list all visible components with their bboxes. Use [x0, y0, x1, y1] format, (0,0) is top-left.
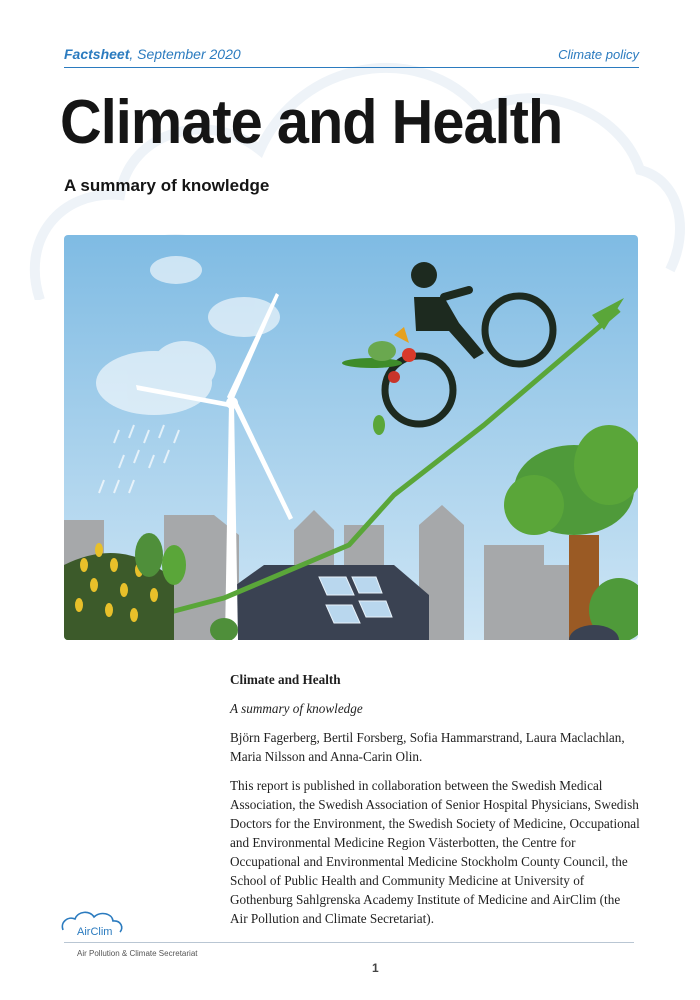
hero-illustration — [64, 235, 638, 640]
airclim-logo-text: AirClim — [77, 926, 113, 938]
header-divider — [64, 67, 639, 68]
abstract-title: Climate and Health — [230, 672, 341, 687]
author-list: Björn Fagerberg, Bertil Forsberg, Sofia Hammarstrand, Laura Maclachlan, Maria Nilsson and Anna-Carin Olin. — [230, 730, 625, 764]
header-doc-info — [64, 46, 241, 62]
doc-type-label: Factsheet — [64, 46, 130, 62]
doc-category-label: Climate policy — [558, 47, 639, 62]
page-number: 1 — [372, 961, 379, 975]
footer-org-name: Air Pollution & Climate Secretariat — [77, 949, 198, 958]
footer-divider — [64, 942, 634, 943]
doc-date-label: , September 2020 — [129, 46, 241, 62]
document-abstract — [230, 670, 640, 928]
abstract-subtitle: A summary of knowledge — [230, 701, 363, 716]
page-subtitle: A summary of knowledge — [64, 176, 270, 195]
page-title: Climate and Health — [60, 88, 563, 157]
page-header — [64, 44, 639, 68]
illustration-icon — [64, 235, 638, 640]
collaboration-paragraph: This report is published in collaboration between the Swedish Medical Association, the Swedish Association of Senior Hospital Physicians, Swedish Doctors for the Environment, the Swedish Society of Medicine, Occupational and Environmental Medicine Region Västerbotten, the Centre for Occupational and Environmental Medicine Stockholm County Council, the School of Public Health and Community Medicine at University of Gothenburg Sahlgrenska Academy Institute of Medicine and AirClim (the Air Pollution and Climate Secretariat). — [230, 778, 640, 926]
